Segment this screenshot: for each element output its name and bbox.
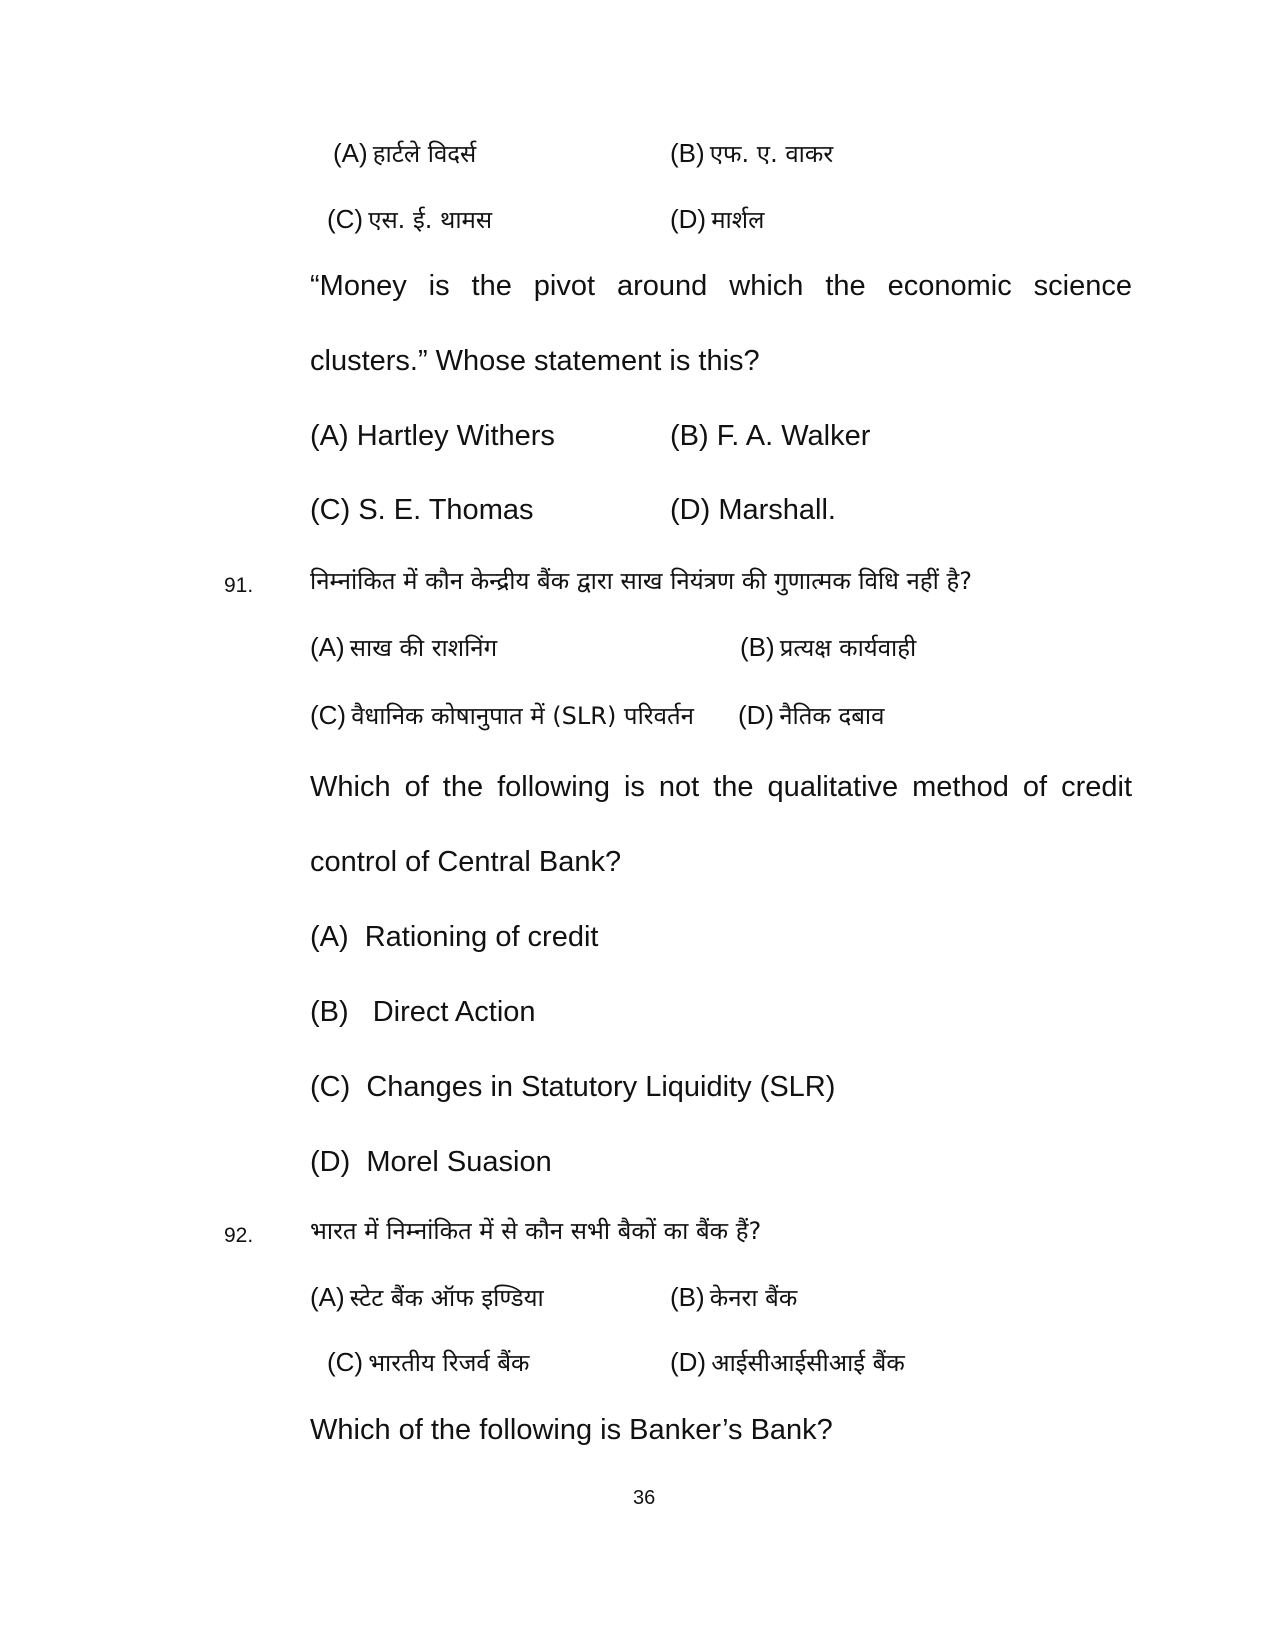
option-label: (A) [310, 632, 345, 662]
option-text: एफ. ए. वाकर [709, 140, 834, 168]
option-label: (A) [310, 1282, 345, 1312]
q91-hindi-option-c [310, 702, 694, 728]
q92-hindi-question: भारत में निम्नांकित में से कौन सभी बैकों का बैंक हैं? [310, 1217, 762, 1245]
option-label: (B) [740, 632, 775, 662]
q92-english-question: Which of the following is Banker’s Bank? [310, 1414, 833, 1446]
option-label: (C) [327, 204, 364, 234]
option-text: F. A. Walker [716, 420, 871, 452]
question-number-91: 91. [224, 574, 254, 597]
q91-english-option-c [310, 1073, 835, 1102]
option-label: (D) [310, 1146, 351, 1178]
q92-hindi-option-a [310, 1284, 544, 1310]
option-label: (B) [310, 996, 349, 1028]
option-label: (A) [310, 921, 349, 953]
option-text: S. E. Thomas [358, 494, 534, 526]
prev-hindi-option-b [670, 140, 833, 166]
prev-english-option-c [310, 496, 533, 525]
prev-english-option-b [670, 422, 870, 451]
option-label: (D) [670, 1347, 707, 1377]
option-text: नैतिक दबाव [779, 702, 885, 730]
option-text: Morel Suasion [366, 1146, 552, 1178]
q91-english-question-line1: Which of the following is not the qualitative method of credit [310, 771, 1132, 803]
q91-english-option-d [310, 1148, 552, 1177]
option-label: (D) [670, 494, 711, 526]
q92-hindi-option-c [327, 1349, 530, 1375]
option-label: (A) [333, 138, 368, 168]
prev-english-option-a [310, 422, 555, 451]
option-label: (C) [310, 494, 351, 526]
prev-english-question-line1: “Money is the pivot around which the economic science [310, 270, 1132, 302]
option-text: आईसीआईसीआई बैंक [711, 1349, 905, 1377]
option-label: (C) [327, 1347, 364, 1377]
q92-hindi-option-b [670, 1284, 797, 1310]
page-number: 36 [633, 1487, 656, 1509]
option-label: (B) [670, 1282, 705, 1312]
option-text: हार्टले विदर्स [372, 140, 477, 168]
option-label: (D) [670, 204, 707, 234]
option-text: स्टेट बैंक ऑफ इण्डिया [349, 1284, 544, 1312]
q91-hindi-option-b [740, 634, 916, 660]
q91-english-option-a [310, 923, 598, 952]
option-text: मार्शल [711, 206, 765, 234]
option-label: (C) [310, 1071, 351, 1103]
q91-hindi-option-d [738, 702, 884, 728]
option-text: Changes in Statutory Liquidity (SLR) [366, 1071, 836, 1103]
option-text: Marshall. [718, 494, 836, 526]
option-label: (B) [670, 420, 709, 452]
q91-english-question-line2: control of Central Bank? [310, 846, 622, 878]
option-text: प्रत्यक्ष कार्यवाही [779, 634, 917, 662]
option-text: भारतीय रिजर्व बैंक [368, 1349, 530, 1377]
option-text: Direct Action [372, 996, 536, 1028]
prev-hindi-option-d [670, 206, 764, 232]
prev-hindi-option-c [327, 206, 492, 232]
option-label: (B) [670, 138, 705, 168]
q91-hindi-question: निम्नांकित में कौन केन्द्रीय बैंक द्वारा साख नियंत्रण की गुणात्मक विधि नहीं है? [310, 567, 972, 595]
question-number-92: 92. [224, 1224, 254, 1247]
option-label: (D) [738, 700, 775, 730]
option-text: Hartley Withers [356, 420, 555, 452]
prev-hindi-option-a [333, 140, 476, 166]
q91-english-option-b [310, 998, 536, 1027]
prev-english-option-d [670, 496, 836, 525]
q92-hindi-option-d [670, 1349, 905, 1375]
option-text: वैधानिक कोषानुपात में (SLR) परिवर्तन [351, 702, 694, 730]
option-text: साख की राशनिंग [349, 634, 498, 662]
q91-hindi-option-a [310, 634, 497, 660]
prev-english-question-line2: clusters.” Whose statement is this? [310, 345, 760, 377]
option-text: केनरा बैंक [709, 1284, 798, 1312]
option-label: (A) [310, 420, 349, 452]
option-text: Rationing of credit [364, 921, 599, 953]
option-text: एस. ई. थामस [368, 206, 493, 234]
option-label: (C) [310, 700, 347, 730]
